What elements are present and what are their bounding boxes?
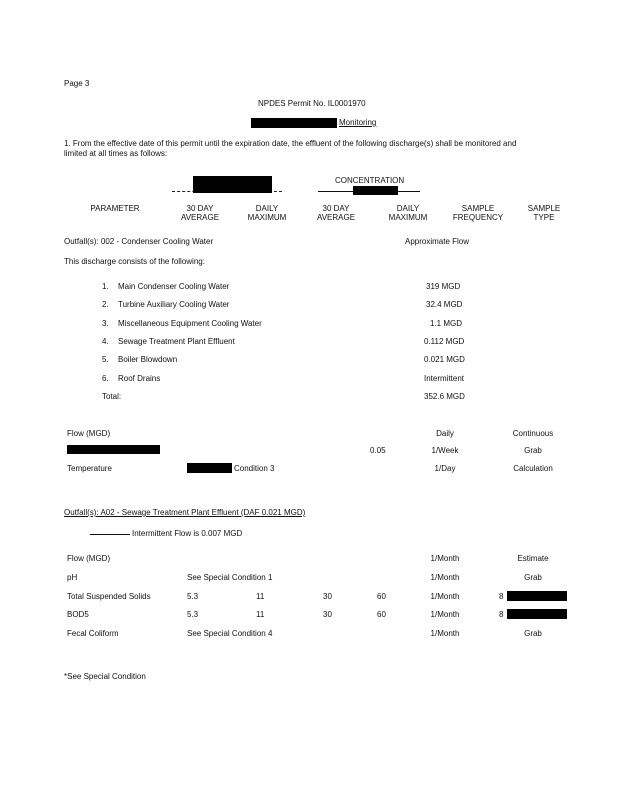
type-cell: Calculation: [513, 464, 553, 473]
intro-line-1: 1. From the effective date of this permit until the expiration date, the effluent of the following discharge(s) shall be monitored and: [64, 139, 517, 148]
redaction-box: [193, 176, 272, 193]
list-item-name: Main Condenser Cooling Water: [118, 282, 230, 291]
list-item-number: 6.: [102, 374, 109, 383]
list-item-flow: 0.021 MGD: [424, 355, 465, 364]
freq-cell: 1/Week: [431, 446, 459, 455]
param-flow: Flow (MGD): [67, 429, 111, 438]
freq-cell: Daily: [436, 429, 454, 438]
intro-line-2: limited at all times as follows:: [64, 149, 168, 158]
footnote: *See Special Condition: [64, 672, 146, 681]
section-heading: Monitoring: [339, 118, 377, 127]
list-item-flow: 319 MGD: [426, 282, 461, 291]
list-item-number: 3.: [102, 319, 109, 328]
value-cell: 11: [256, 592, 265, 601]
value-cell: Condition 3: [234, 464, 275, 473]
list-item-flow: Intermittent: [424, 374, 465, 383]
freq-cell: 1/Month: [430, 573, 460, 582]
type-cell: Grab: [524, 573, 542, 582]
redaction-box: [187, 463, 232, 473]
type-cell: Estimate: [517, 554, 549, 563]
param-cell: Fecal Coliform: [67, 629, 119, 638]
value-cell: 5.3: [187, 610, 199, 619]
page-label: Page 3: [64, 79, 90, 88]
outfall-1-consists: This discharge consists of the following:: [64, 257, 205, 266]
list-item-number: 1.: [102, 282, 109, 291]
list-item-number: 5.: [102, 355, 109, 364]
type-cell: 8: [499, 592, 504, 601]
redaction-box: [353, 186, 398, 195]
redaction-box: [507, 609, 567, 619]
value-cell: See Special Condition 1: [187, 573, 273, 582]
col-header-daily-max-conc: DAILY MAXIMUM: [388, 204, 428, 222]
freq-cell: 1/Month: [430, 610, 460, 619]
value-cell: 30: [323, 592, 332, 601]
freq-cell: 1/Month: [430, 592, 460, 601]
list-item-flow: 32.4 MGD: [426, 300, 463, 309]
outfall-2-dash: [90, 534, 130, 535]
permit-title: NPDES Permit No. IL0001970: [258, 99, 366, 108]
redaction-box: [507, 591, 567, 601]
value-cell: 60: [377, 610, 386, 619]
value-cell: 30: [323, 610, 332, 619]
list-item-flow: 0.112 MGD: [424, 337, 465, 346]
value-cell: See Special Condition 4: [187, 629, 273, 638]
value-cell: 0.05: [370, 446, 386, 455]
list-item-name: Miscellaneous Equipment Cooling Water: [118, 319, 262, 328]
list-item-number: 2.: [102, 300, 109, 309]
param-cell: pH: [67, 573, 78, 582]
value-cell: 5.3: [187, 592, 199, 601]
list-item-name: Roof Drains: [118, 374, 161, 383]
outfall-2-subtitle: Intermittent Flow is 0.007 MGD: [132, 529, 243, 538]
type-cell: Grab: [524, 629, 542, 638]
freq-cell: 1/Month: [430, 629, 460, 638]
value-cell: 60: [377, 592, 386, 601]
concentration-header: CONCENTRATION: [335, 176, 405, 185]
total-value: 352.6 MGD: [424, 392, 465, 401]
type-cell: Continuous: [512, 429, 554, 438]
list-item-number: 4.: [102, 337, 109, 346]
param-cell: Total Suspended Solids: [67, 592, 151, 601]
list-item-flow: 1.1 MGD: [430, 319, 463, 328]
list-item-name: Sewage Treatment Plant Effluent: [118, 337, 235, 346]
freq-cell: 1/Day: [434, 464, 456, 473]
param-cell: BOD5: [67, 610, 89, 619]
outfall-1-title: Outfall(s): 002 - Condenser Cooling Water: [64, 237, 214, 246]
outfall-2-title: Outfall(s): A02 - Sewage Treatment Plant Effluent (DAF 0.021 MGD): [64, 508, 306, 517]
value-cell: 11: [256, 610, 265, 619]
total-label: Total:: [102, 392, 122, 401]
list-item-name: Boiler Blowdown: [118, 355, 178, 364]
param-cell: Flow (MGD): [67, 554, 111, 563]
col-header-30day-avg-conc: 30 DAY AVERAGE: [316, 204, 356, 222]
approx-flow-label: Approximate Flow: [405, 237, 470, 246]
type-cell: 8: [499, 610, 504, 619]
col-header-sample-frequency: SAMPLE FREQUENCY: [452, 204, 504, 222]
col-header-parameter: PARAMETER: [90, 204, 140, 213]
col-header-30day-avg-load: 30 DAY AVERAGE: [180, 204, 220, 222]
list-item-name: Turbine Auxiliary Cooling Water: [118, 300, 230, 309]
col-header-sample-type: SAMPLE TYPE: [527, 204, 561, 222]
redaction-box: [67, 445, 160, 454]
redaction-box: [251, 118, 337, 128]
col-header-daily-max-load: DAILY MAXIMUM: [247, 204, 287, 222]
freq-cell: 1/Month: [430, 554, 460, 563]
type-cell: Grab: [524, 446, 542, 455]
param-temperature: Temperature: [67, 464, 112, 473]
